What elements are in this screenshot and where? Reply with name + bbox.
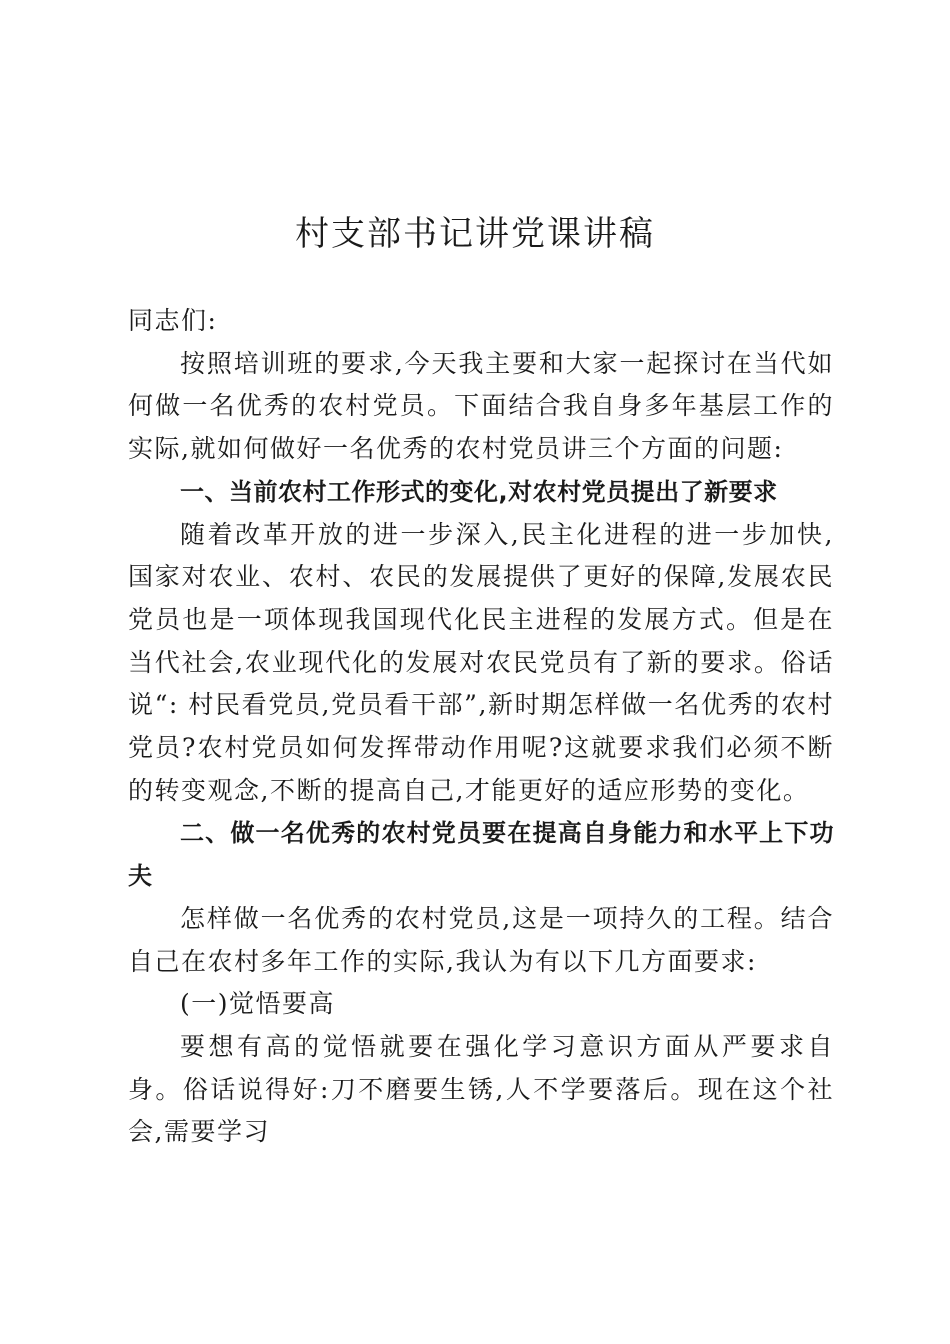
section-1-paragraph: 随着改革开放的进一步深入,民主化进程的进一步加快,国家对农业、农村、农民的发展提供了更好的保障,发展农民党员也是一项体现我国现代化民主进程的发展方式。但是在当代社会,农业现代化的发展对农民党员有了新的要求。俗话说“: 村民看党员,党员看干部”,新时期怎样做一名优秀的农村党员?农村党员如何发挥带动作用呢?这就要求我们必须不断的转变观念,不断的提高自己,才能更好的适应形势的变化。 [128, 519, 834, 805]
document-title: 村支部书记讲党课讲稿 [295, 214, 655, 254]
section-heading-1: 一、当前农村工作形式的变化,对农村党员提出了新要求 [180, 477, 778, 506]
section-heading-2: 二、做一名优秀的农村党员要在提高自身能力和水平上下功夫 [128, 819, 834, 891]
subsection-1-paragraph: 要想有高的觉悟就要在强化学习意识方面从严要求自身。俗话说得好:刀不磨要生锈,人不学要落后。现在这个社会,需要学习 [128, 1031, 834, 1147]
intro-paragraph: 按照培训班的要求,今天我主要和大家一起探讨在当代如何做一名优秀的农村党员。下面结合我自身多年基层工作的实际,就如何做好一名优秀的农村党员讲三个方面的问题: [128, 348, 834, 464]
subheading-1: (一)觉悟要高 [180, 989, 336, 1019]
document-body [128, 300, 834, 1154]
salutation: 同志们: [128, 306, 218, 335]
section-2-paragraph: 怎样做一名优秀的农村党员,这是一项持久的工程。结合自己在农村多年工作的实际,我认为有以下几方面要求: [128, 903, 834, 976]
